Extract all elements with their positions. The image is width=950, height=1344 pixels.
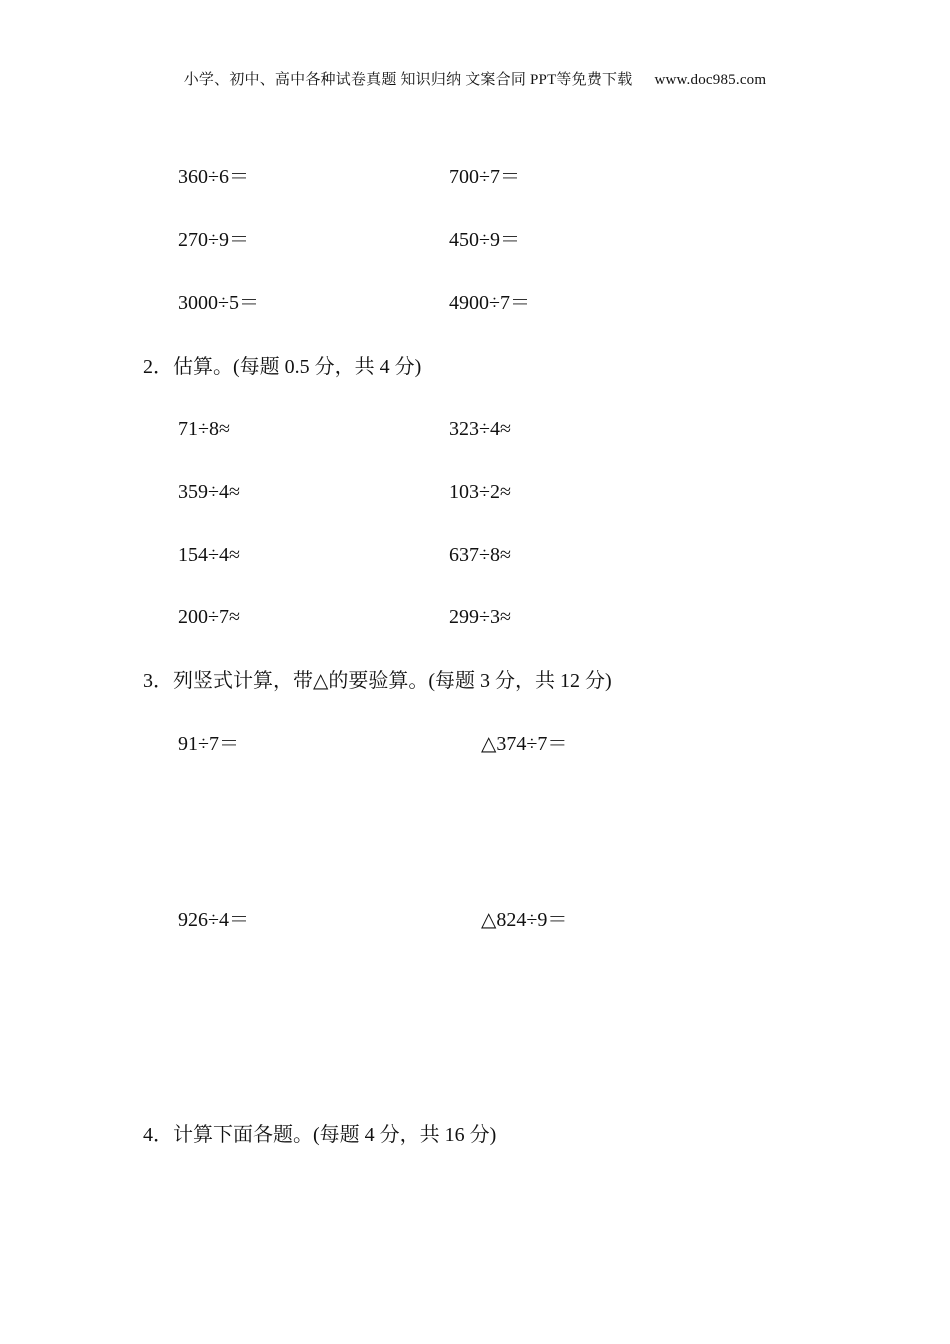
problem-2-3: 359÷4≈ bbox=[178, 481, 240, 503]
header-text: 小学、初中、高中各种试卷真题 知识归纳 文案合同 PPT等免费下载 bbox=[183, 72, 633, 88]
problem-2-4: 103÷2≈ bbox=[449, 481, 511, 503]
page-header bbox=[0, 68, 950, 89]
problem-2-1: 71÷8≈ bbox=[178, 418, 230, 440]
problem-2-5: 154÷4≈ bbox=[178, 544, 240, 566]
header-site: www.doc985.com bbox=[654, 72, 767, 88]
problem-1-1: 360÷6＝ bbox=[178, 166, 249, 188]
problem-1-4: 450÷9＝ bbox=[449, 229, 520, 251]
problem-3-2: △374÷7＝ bbox=[481, 733, 568, 755]
problem-1-2: 700÷7＝ bbox=[449, 166, 520, 188]
problem-2-6: 637÷8≈ bbox=[449, 544, 511, 566]
problem-2-2: 323÷4≈ bbox=[449, 418, 511, 440]
problem-1-6: 4900÷7＝ bbox=[449, 292, 530, 314]
problem-3-4: △824÷9＝ bbox=[481, 909, 568, 931]
section-3-title: 3．列竖式计算，带△的要验算。(每题 3 分，共 12 分) bbox=[143, 670, 612, 692]
problem-2-8: 299÷3≈ bbox=[449, 606, 511, 628]
section-4-title: 4．计算下面各题。(每题 4 分，共 16 分) bbox=[143, 1124, 497, 1146]
section-2-title: 2．估算。(每题 0.5 分，共 4 分) bbox=[143, 356, 422, 378]
problem-1-3: 270÷9＝ bbox=[178, 229, 249, 251]
problem-3-1: 91÷7＝ bbox=[178, 733, 239, 755]
problem-2-7: 200÷7≈ bbox=[178, 606, 240, 628]
problem-1-5: 3000÷5＝ bbox=[178, 292, 259, 314]
problem-3-3: 926÷4＝ bbox=[178, 909, 249, 931]
